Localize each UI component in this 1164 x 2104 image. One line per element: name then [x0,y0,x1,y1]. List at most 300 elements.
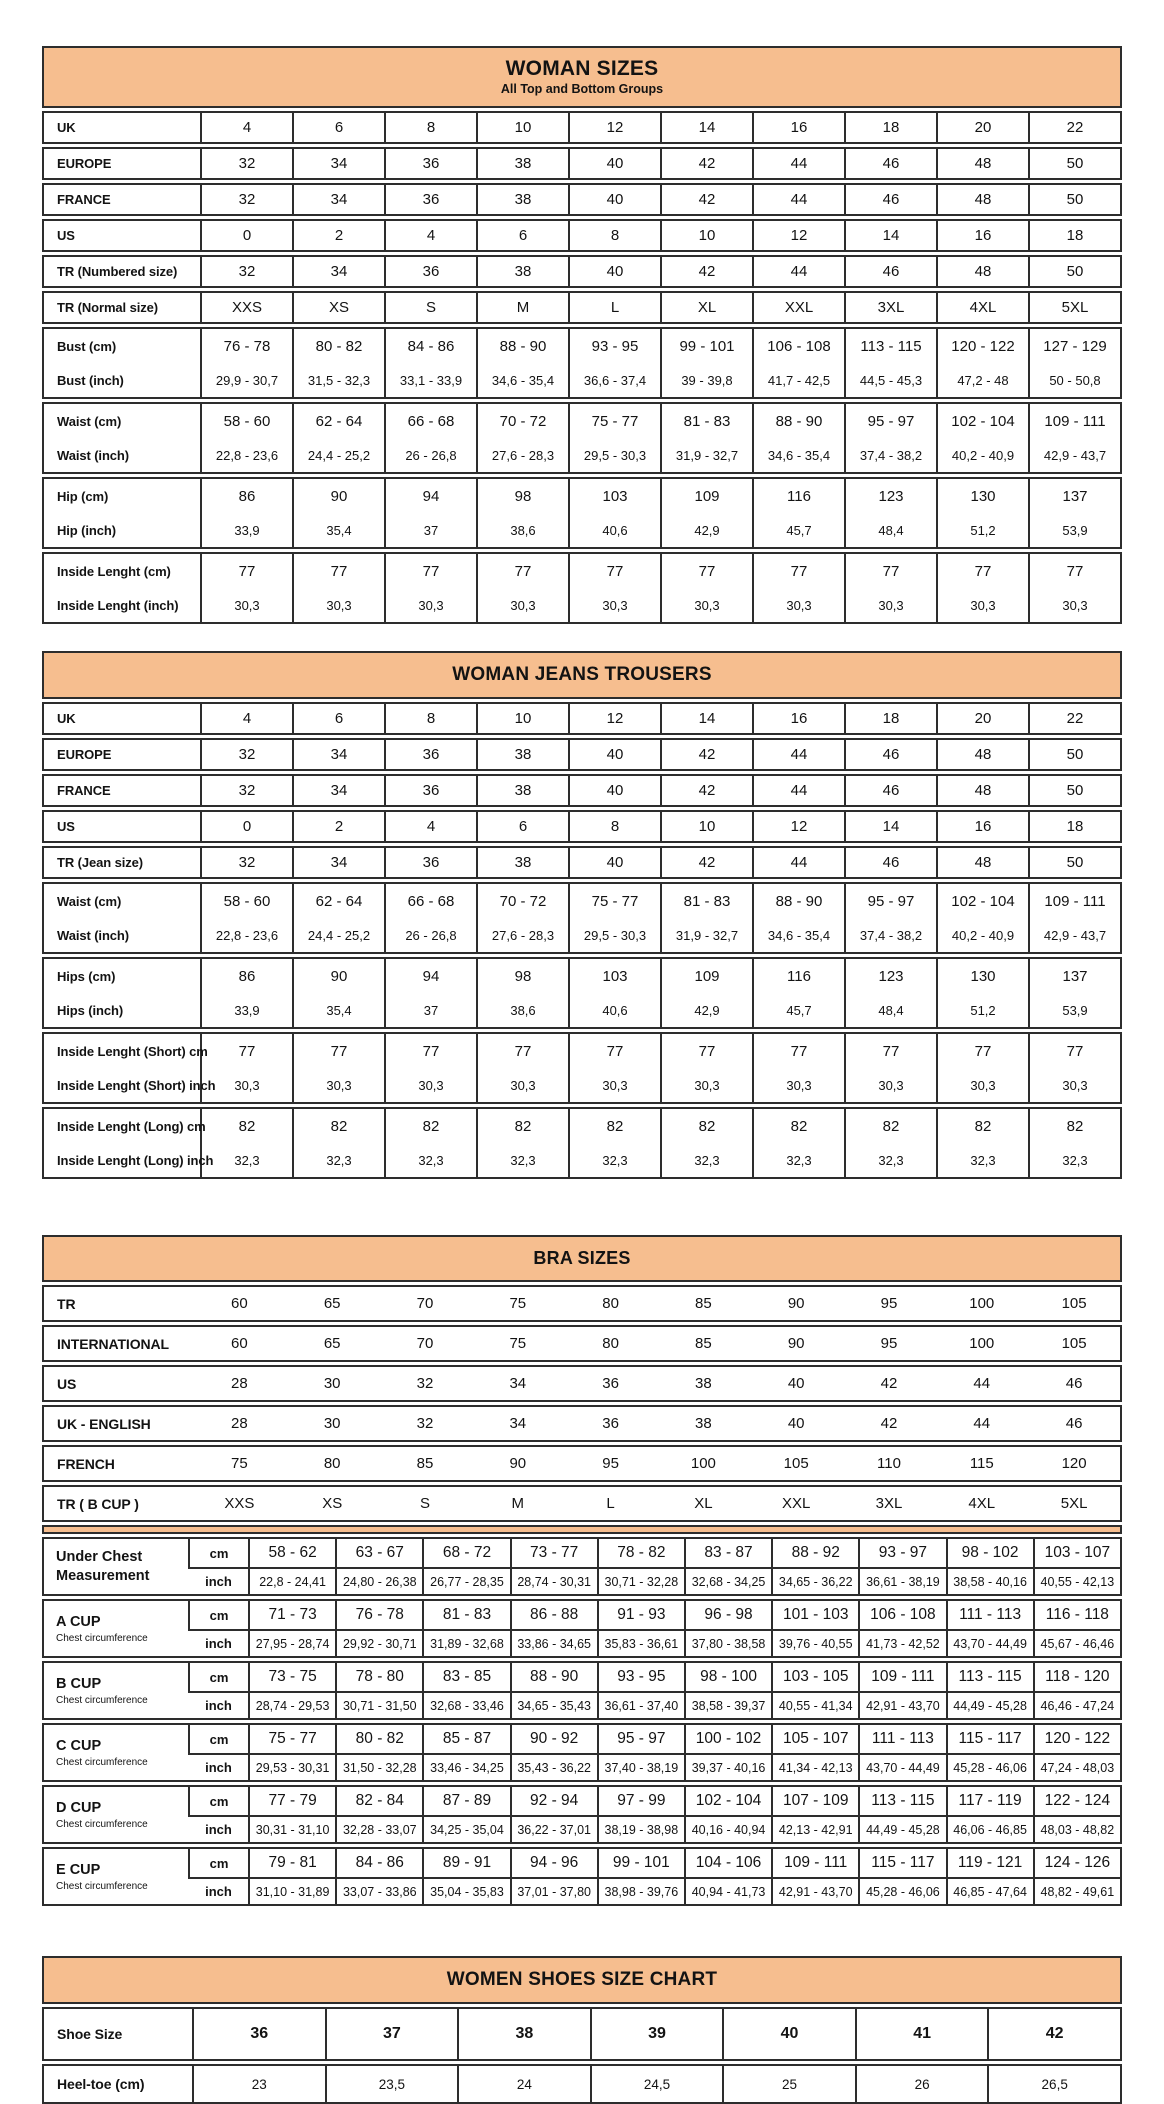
table-cell: 40,94 - 41,73 [685,1878,772,1905]
table-cell: 39 - 39,8 [661,364,753,398]
table-row [43,703,1121,734]
table-cell: 46,85 - 47,64 [947,1878,1034,1905]
row-label [43,1724,189,1781]
unit-label: cm [189,1724,249,1754]
table-cell: 42 [661,775,753,806]
row-label: Waist (cm) [57,894,122,909]
table-cell: 77 [569,553,661,589]
table-cell: 82 [385,1108,477,1144]
row-label: Waist (inch) [57,448,129,463]
table-cell: 38,58 - 40,16 [947,1568,1034,1595]
row-group [42,957,1122,1029]
row-label: EUROPE [57,747,112,762]
table-cell: 33,9 [201,994,293,1028]
row-label: Hip (inch) [57,523,116,538]
table-cell: 2 [293,220,385,251]
table-cell: 38,58 - 39,37 [685,1692,772,1719]
table-cell: 46 [845,739,937,770]
table-row [43,739,1121,770]
table-cell: 29,5 - 30,3 [569,439,661,473]
table-row [43,1108,1121,1144]
table-row [43,292,1121,323]
row-label: US [57,819,75,834]
table-cell: 31,50 - 32,28 [336,1754,423,1781]
row-group [42,1107,1122,1179]
row-group [42,1485,1122,1522]
table-cell: 38 [695,1375,712,1392]
table-cell: 6 [477,811,569,842]
table-cell: 26,77 - 28,35 [423,1568,510,1595]
table-cell: 44,49 - 45,28 [859,1816,946,1843]
table-cell: 32,3 [937,1144,1029,1178]
table-cell: 73 - 75 [249,1662,336,1692]
row-group [42,402,1122,474]
table-row [43,811,1121,842]
table-cell: 18 [845,703,937,734]
table-cell: 30,3 [293,589,385,623]
table-cell: 4 [385,811,477,842]
row-group [42,327,1122,399]
table-cell: 70 [416,1335,434,1352]
table-cell: 30 [323,1415,341,1432]
table-cell: S [419,1495,430,1512]
table-cell: 35,83 - 36,61 [598,1630,685,1657]
table-cell: 32,3 [753,1144,845,1178]
row-label: Hips (cm) [57,969,116,984]
table-cell: 14 [661,703,753,734]
table-cell: 37 [385,514,477,548]
table-cell: 77 [201,553,293,589]
table-cell: 5XL [1029,292,1121,323]
table-cell: 95 [880,1295,898,1312]
table-cell: 48,4 [845,514,937,548]
row-label-title: C CUP [56,1737,102,1754]
table-cell: 76 - 78 [336,1600,423,1630]
table-cell: 42 [661,184,753,215]
table-cell: 39,76 - 40,55 [772,1630,859,1657]
table-cell: 122 - 124 [1034,1786,1121,1816]
bra-sizes-table [42,1235,1122,1906]
table-cell: 88 - 90 [477,328,569,364]
table-cell: 77 [753,553,845,589]
row-label-title: Under Chest Measurement [56,1549,150,1584]
table-cell: 76 - 78 [201,328,293,364]
table-cell: XXL [782,1495,811,1512]
table-cell: 98 - 102 [947,1538,1034,1568]
table-cell: 31,5 - 32,3 [293,364,385,398]
table-cell: 34,6 - 35,4 [477,364,569,398]
table-row [43,1286,1121,1321]
table-cell: 38,6 [477,514,569,548]
table-cell: 40,2 - 40,9 [937,919,1029,953]
table-cell: 105 [1061,1295,1087,1312]
table-cell: 84 - 86 [336,1848,423,1878]
table-row [43,1600,1121,1630]
table-cell: 50 [1029,148,1121,179]
table-cell: 66 - 68 [385,403,477,439]
row-label: TR (Jean size) [57,855,144,870]
table-row [43,1878,1121,1905]
table-cell: 22 [1029,112,1121,143]
table-cell: 91 - 93 [598,1600,685,1630]
divider-strip [42,1525,1122,1534]
table-cell: 8 [569,811,661,842]
table-cell: 77 [937,553,1029,589]
table-cell: 30,3 [753,589,845,623]
table-cell: 127 - 129 [1029,328,1121,364]
table-cell: 107 - 109 [772,1786,859,1816]
table-cell: 109 [661,958,753,994]
table-cell: 40 [569,775,661,806]
table-cell: 92 - 94 [511,1786,598,1816]
table-cell: 118 - 120 [1034,1662,1121,1692]
row-group [42,882,1122,954]
table-cell: 77 [293,1033,385,1069]
table-cell: 109 - 111 [1029,403,1121,439]
table-cell: 16 [937,811,1029,842]
table-cell: 27,6 - 28,3 [477,919,569,953]
table-cell: 111 - 113 [859,1724,946,1754]
table-cell: XXS [201,292,293,323]
table-cell: 41,7 - 42,5 [753,364,845,398]
table-cell: 42 [661,739,753,770]
table-subtitle: All Top and Bottom Groups [500,82,664,96]
table-cell: 24,4 - 25,2 [293,439,385,473]
table-cell: 109 - 111 [772,1848,859,1878]
table-cell: 23,5 [326,2065,459,2103]
table-cell: 29,92 - 30,71 [336,1630,423,1657]
row-label: EUROPE [57,156,112,171]
table-cell: 58 - 60 [201,883,293,919]
table-cell: 8 [385,112,477,143]
table-cell: 33,1 - 33,9 [385,364,477,398]
table-cell: 95 [880,1335,898,1352]
table-cell: 77 [937,1033,1029,1069]
table-cell: 98 [477,958,569,994]
row-label-sub: Chest circumference [56,1757,148,1769]
table-cell: 90 [787,1295,805,1312]
row-group [42,1785,1122,1844]
row-label: Bust (inch) [57,373,124,388]
table-cell: 44,49 - 45,28 [947,1692,1034,1719]
table-row [43,847,1121,878]
table-cell: 102 - 104 [937,883,1029,919]
row-label: UK [57,120,76,135]
table-cell: 18 [845,112,937,143]
table-cell: 34,65 - 36,22 [772,1568,859,1595]
row-label: Inside Lenght (Long) cm [57,1119,206,1134]
table-cell: 110 [877,1455,901,1472]
table-cell: 38 [477,256,569,287]
table-cell: 82 - 84 [336,1786,423,1816]
row-label: Inside Lenght (cm) [57,564,171,579]
table-cell: 137 [1029,478,1121,514]
table-cell: 30,3 [753,1069,845,1103]
table-cell: 104 - 106 [685,1848,772,1878]
table-cell: 2 [293,811,385,842]
table-title: WOMAN SIZES [505,57,659,80]
table-cell: 82 [477,1108,569,1144]
table-cell: 77 [385,553,477,589]
table-cell: 77 [661,1033,753,1069]
table-cell: 80 [602,1335,619,1352]
women-shoes-grid [42,2007,1122,2104]
table-title: BRA SIZES [533,1248,631,1268]
table-cell: 93 - 95 [569,328,661,364]
table-cell: 137 [1029,958,1121,994]
table-cell: L [569,292,661,323]
table-cell: 35,43 - 36,22 [511,1754,598,1781]
row-label: FRANCE [57,783,111,798]
woman-sizes-table [42,46,1122,624]
table-cell: 105 - 107 [772,1724,859,1754]
table-title: WOMAN JEANS TROUSERS [452,664,712,685]
row-label: UK [57,711,76,726]
bra-cup-measurement-grid [42,1537,1122,1906]
table-cell: 44 [753,847,845,878]
unit-label: inch [189,1816,249,1843]
table-cell: 45,7 [753,994,845,1028]
table-cell: 109 - 111 [859,1662,946,1692]
table-cell: 51,2 [937,514,1029,548]
row-label [43,1538,189,1595]
table-cell: 86 [201,478,293,514]
table-row [43,1326,1121,1361]
table-cell: 89 - 91 [423,1848,510,1878]
table-cell: 75 [509,1335,527,1352]
table-row [43,1406,1121,1441]
table-cell: 3XL [845,292,937,323]
table-cell: 4 [201,112,293,143]
table-cell: 36 [193,2008,326,2060]
table-cell: 22,8 - 23,6 [201,439,293,473]
table-cell: 103 - 105 [772,1662,859,1692]
row-label: Bust (cm) [57,339,117,354]
table-cell: 31,89 - 32,68 [423,1630,510,1657]
table-cell: 31,9 - 32,7 [661,919,753,953]
row-group [42,1285,1122,1322]
table-row [43,1538,1121,1568]
table-cell: 28,74 - 29,53 [249,1692,336,1719]
table-cell: 46 [1065,1415,1083,1432]
table-cell: 27,6 - 28,3 [477,439,569,473]
table-cell: 16 [937,220,1029,251]
table-cell: 26 - 26,8 [385,439,477,473]
table-cell: 33,07 - 33,86 [336,1878,423,1905]
table-cell: 100 - 102 [685,1724,772,1754]
table-cell: 48,4 [845,994,937,1028]
table-row [43,1662,1121,1692]
table-cell: XL [661,292,753,323]
table-row [43,589,1121,623]
table-cell: 30,3 [937,1069,1029,1103]
table-cell: 77 [845,553,937,589]
row-label-sub: Chest circumference [56,1633,148,1645]
table-cell: 86 [201,958,293,994]
table-cell: 42,9 [661,994,753,1028]
table-cell: 14 [661,112,753,143]
row-group [42,219,1122,252]
table-cell: 44 [973,1375,991,1392]
table-cell: 44 [753,256,845,287]
table-cell: 32 [201,847,293,878]
table-row [43,1069,1121,1103]
table-cell: 48,82 - 49,61 [1034,1878,1121,1905]
row-label: TR (Numbered size) [57,264,178,279]
row-label-title: D CUP [56,1799,102,1816]
row-group [42,1365,1122,1402]
table-row [43,439,1121,473]
table-cell: 60 [231,1295,248,1312]
row-group [42,1723,1122,1782]
row-label: FRENCH [57,1455,115,1472]
table-cell: 46,06 - 46,85 [947,1816,1034,1843]
row-label: Inside Lenght (Long) inch [57,1153,214,1168]
table-cell: 43,70 - 44,49 [859,1754,946,1781]
table-cell: 48 [937,256,1029,287]
table-cell: 94 [385,478,477,514]
table-cell: 42,13 - 42,91 [772,1816,859,1843]
table-cell: 32,3 [385,1144,477,1178]
row-label-title: B CUP [56,1675,102,1692]
table-cell: 30,3 [201,589,293,623]
table-cell: 82 [753,1108,845,1144]
table-cell: 88 - 92 [772,1538,859,1568]
table-cell: 37,4 - 38,2 [845,919,937,953]
row-group [42,552,1122,624]
table-cell: 42 [880,1415,898,1432]
table-cell: 94 - 96 [511,1848,598,1878]
table-cell: XS [322,1495,343,1512]
table-cell: 28,74 - 30,31 [511,1568,598,1595]
table-cell: 8 [385,703,477,734]
table-cell: 93 - 95 [598,1662,685,1692]
table-cell: 90 [509,1455,527,1472]
row-label: US [57,1375,77,1392]
table-row [43,1366,1121,1401]
table-cell: 44 [753,148,845,179]
table-cell: 33,86 - 34,65 [511,1630,598,1657]
table-title: WOMEN SHOES SIZE CHART [446,1969,718,1990]
row-group [42,738,1122,771]
table-cell: 30,3 [385,589,477,623]
table-cell: 85 [695,1335,712,1352]
table-cell: 77 [1029,1033,1121,1069]
table-cell: 119 - 121 [947,1848,1034,1878]
table-cell: 48 [937,847,1029,878]
table-cell: 90 [787,1335,805,1352]
table-cell: 82 [293,1108,385,1144]
table-cell: 32,3 [845,1144,937,1178]
table-cell: 65 [323,1295,341,1312]
table-cell: 5XL [1060,1495,1088,1512]
table-cell: 50 [1029,739,1121,770]
table-cell: 36,61 - 38,19 [859,1568,946,1595]
table-row [43,1630,1121,1657]
table-cell: 18 [1029,220,1121,251]
table-cell: 73 - 77 [511,1538,598,1568]
table-cell: 34,6 - 35,4 [753,919,845,953]
table-cell: XS [293,292,385,323]
table-cell: S [385,292,477,323]
table-cell: 40 [569,184,661,215]
table-cell: 45,28 - 46,06 [947,1754,1034,1781]
row-group [42,1537,1122,1596]
table-cell: 75 [231,1455,248,1472]
table-cell: 48 [937,739,1029,770]
table-cell: 123 [845,478,937,514]
table-cell: 100 [690,1455,716,1472]
table-cell: 77 [385,1033,477,1069]
table-cell: 30,71 - 32,28 [598,1568,685,1595]
row-label: INTERNATIONAL [57,1335,169,1352]
table-cell: 46 [845,148,937,179]
table-cell: 32 [201,775,293,806]
table-cell: 97 - 99 [598,1786,685,1816]
table-cell: 116 [753,958,845,994]
table-row [43,553,1121,589]
table-cell: 70 - 72 [477,883,569,919]
table-cell: 3XL [875,1495,903,1512]
table-cell: 23 [193,2065,326,2103]
table-cell: 30,3 [937,589,1029,623]
table-cell: 113 - 115 [845,328,937,364]
table-row [43,1848,1121,1878]
row-label: Waist (inch) [57,928,129,943]
table-cell: 77 [661,553,753,589]
table-cell: 30,3 [569,1069,661,1103]
table-cell: 103 [569,958,661,994]
bra-conversion-grid [42,1285,1122,1522]
table-cell: 77 [753,1033,845,1069]
table-cell: 36,22 - 37,01 [511,1816,598,1843]
table-cell: 36 [385,847,477,878]
unit-label: inch [189,1692,249,1719]
table-cell: 32 [201,256,293,287]
table-cell: 42 [661,148,753,179]
table-cell: 30,31 - 31,10 [249,1816,336,1843]
table-cell: 85 [416,1455,434,1472]
table-cell: 77 - 79 [249,1786,336,1816]
table-cell: 98 - 100 [685,1662,772,1692]
table-cell: 113 - 115 [859,1786,946,1816]
table-cell: 32,3 [201,1144,293,1178]
table-cell: 36 [385,739,477,770]
table-cell: 36 [385,775,477,806]
row-label: TR [57,1295,76,1312]
table-row [43,514,1121,548]
table-cell: 50 [1029,775,1121,806]
table-cell: 30,3 [201,1069,293,1103]
table-cell: 38 [477,184,569,215]
table-cell: 50 - 50,8 [1029,364,1121,398]
table-row [43,478,1121,514]
table-cell: 16 [753,703,845,734]
row-group [42,183,1122,216]
table-row [43,1446,1121,1481]
table-cell: 42 [988,2008,1121,2060]
table-cell: 85 - 87 [423,1724,510,1754]
table-cell: 48 [937,775,1029,806]
unit-label: cm [189,1600,249,1630]
table-cell: 75 [509,1295,527,1312]
table-cell: 99 - 101 [661,328,753,364]
table-cell: 120 [1061,1455,1087,1472]
table-cell: 14 [845,220,937,251]
table-cell: 31,10 - 31,89 [249,1878,336,1905]
row-group [42,291,1122,324]
table-cell: 103 [569,478,661,514]
